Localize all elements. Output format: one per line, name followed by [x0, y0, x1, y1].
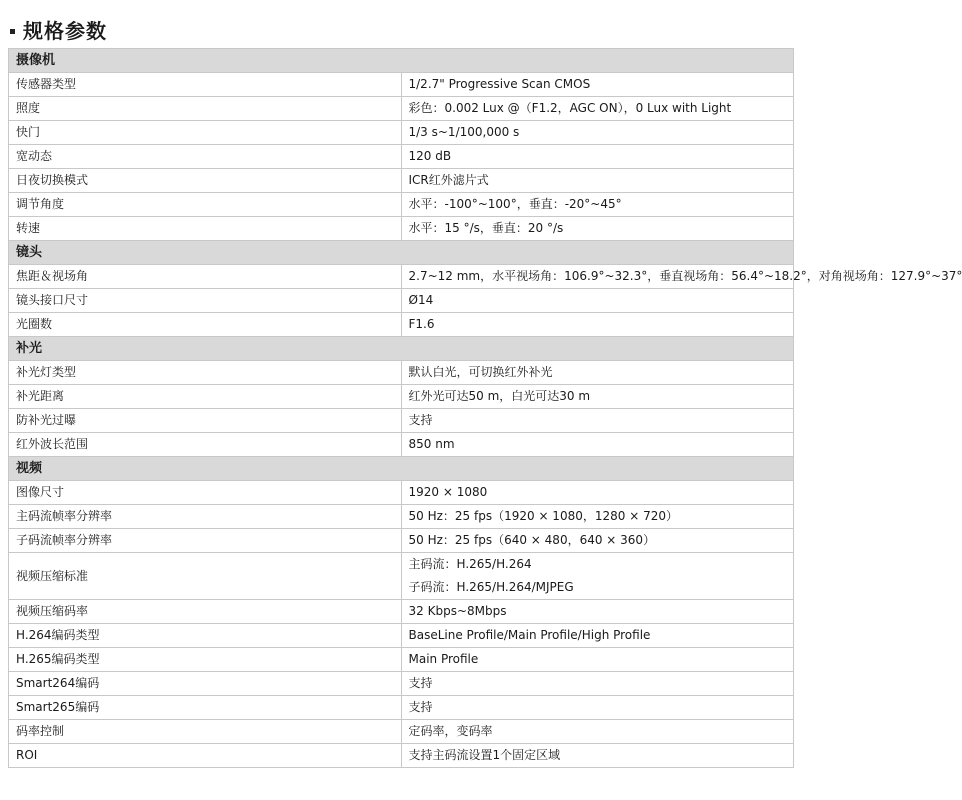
- spec-key: 调节角度: [9, 193, 402, 217]
- spec-value: 支持主码流设置1个固定区域: [401, 744, 794, 768]
- spec-value: 1920 × 1080: [401, 481, 794, 505]
- spec-value: 定码率，变码率: [401, 720, 794, 744]
- spec-row: [9, 672, 794, 696]
- spec-key: 码率控制: [9, 720, 402, 744]
- spec-value: 1/3 s~1/100,000 s: [401, 121, 794, 145]
- spec-row: [9, 720, 794, 744]
- spec-row: [9, 313, 794, 337]
- spec-row: [9, 265, 794, 289]
- spec-row: [9, 529, 794, 553]
- spec-value: ICR红外滤片式: [401, 169, 794, 193]
- spec-key: H.265编码类型: [9, 648, 402, 672]
- spec-key: 防补光过曝: [9, 409, 402, 433]
- spec-key: H.264编码类型: [9, 624, 402, 648]
- spec-value: 1/2.7" Progressive Scan CMOS: [401, 73, 794, 97]
- spec-key: 子码流帧率分辨率: [9, 529, 402, 553]
- section-title: 摄像机: [9, 49, 794, 73]
- spec-row: [9, 361, 794, 385]
- spec-value: 120 dB: [401, 145, 794, 169]
- spec-key: Smart265编码: [9, 696, 402, 720]
- spec-key: 补光灯类型: [9, 361, 402, 385]
- spec-row: [9, 624, 794, 648]
- spec-key: 宽动态: [9, 145, 402, 169]
- spec-value: 支持: [401, 696, 794, 720]
- spec-key: ROI: [9, 744, 402, 768]
- spec-key: 红外波长范围: [9, 433, 402, 457]
- spec-value: 红外光可达50 m，白光可达30 m: [401, 385, 794, 409]
- section-title: 视频: [9, 457, 794, 481]
- page-title: [10, 14, 107, 44]
- spec-row: [9, 193, 794, 217]
- spec-row: [9, 481, 794, 505]
- spec-row: [9, 696, 794, 720]
- spec-row: [9, 97, 794, 121]
- spec-key: 照度: [9, 97, 402, 121]
- spec-value: Main Profile: [401, 648, 794, 672]
- spec-key: 日夜切换模式: [9, 169, 402, 193]
- spec-value: 水平：15 °/s，垂直：20 °/s: [401, 217, 794, 241]
- section-title: 补光: [9, 337, 794, 361]
- spec-value: 50 Hz：25 fps（640 × 480，640 × 360）: [401, 529, 794, 553]
- section-header: [9, 337, 794, 361]
- spec-value: 默认白光，可切换红外补光: [401, 361, 794, 385]
- spec-value: 支持: [401, 672, 794, 696]
- spec-row: [9, 145, 794, 169]
- spec-value: [401, 553, 794, 600]
- spec-key: 镜头接口尺寸: [9, 289, 402, 313]
- spec-row: [9, 385, 794, 409]
- spec-value: 850 nm: [401, 433, 794, 457]
- section-header: [9, 457, 794, 481]
- spec-table: [8, 48, 962, 768]
- spec-row: [9, 217, 794, 241]
- spec-key: Smart264编码: [9, 672, 402, 696]
- spec-value: 2.7~12 mm，水平视场角：106.9°~32.3°，垂直视场角：56.4°~18.2°，对角视场角：127.9°~37°: [401, 265, 794, 289]
- spec-value: 彩色：0.002 Lux @（F1.2，AGC ON），0 Lux with Light: [401, 97, 794, 121]
- spec-row: [9, 409, 794, 433]
- spec-value-line: 主码流：H.265/H.264: [408, 557, 532, 571]
- spec-row: [9, 289, 794, 313]
- section-header: [9, 241, 794, 265]
- spec-key: 视频压缩码率: [9, 600, 402, 624]
- spec-value: Ø14: [401, 289, 794, 313]
- spec-row: [9, 553, 794, 600]
- spec-key: 传感器类型: [9, 73, 402, 97]
- spec-value: F1.6: [401, 313, 794, 337]
- spec-key: 视频压缩标准: [9, 553, 402, 600]
- spec-value: 支持: [401, 409, 794, 433]
- spec-row: [9, 648, 794, 672]
- spec-key: 焦距＆视场角: [9, 265, 402, 289]
- page-title-text: 规格参数: [23, 18, 107, 43]
- section-title: 镜头: [9, 241, 794, 265]
- spec-row: [9, 121, 794, 145]
- spec-row: [9, 744, 794, 768]
- spec-key: 转速: [9, 217, 402, 241]
- spec-row: [9, 73, 794, 97]
- spec-value: BaseLine Profile/Main Profile/High Profile: [401, 624, 794, 648]
- spec-key: 光圈数: [9, 313, 402, 337]
- spec-value: 水平：-100°~100°，垂直：-20°~45°: [401, 193, 794, 217]
- spec-value: 50 Hz：25 fps（1920 × 1080，1280 × 720）: [401, 505, 794, 529]
- spec-value-line: 子码流：H.265/H.264/MJPEG: [408, 580, 574, 594]
- spec-key: 快门: [9, 121, 402, 145]
- spec-row: [9, 505, 794, 529]
- title-bullet-icon: [10, 29, 15, 34]
- spec-value: 32 Kbps~8Mbps: [401, 600, 794, 624]
- spec-row: [9, 433, 794, 457]
- spec-row: [9, 600, 794, 624]
- spec-row: [9, 169, 794, 193]
- spec-key: 主码流帧率分辨率: [9, 505, 402, 529]
- spec-key: 补光距离: [9, 385, 402, 409]
- section-header: [9, 49, 794, 73]
- spec-key: 图像尺寸: [9, 481, 402, 505]
